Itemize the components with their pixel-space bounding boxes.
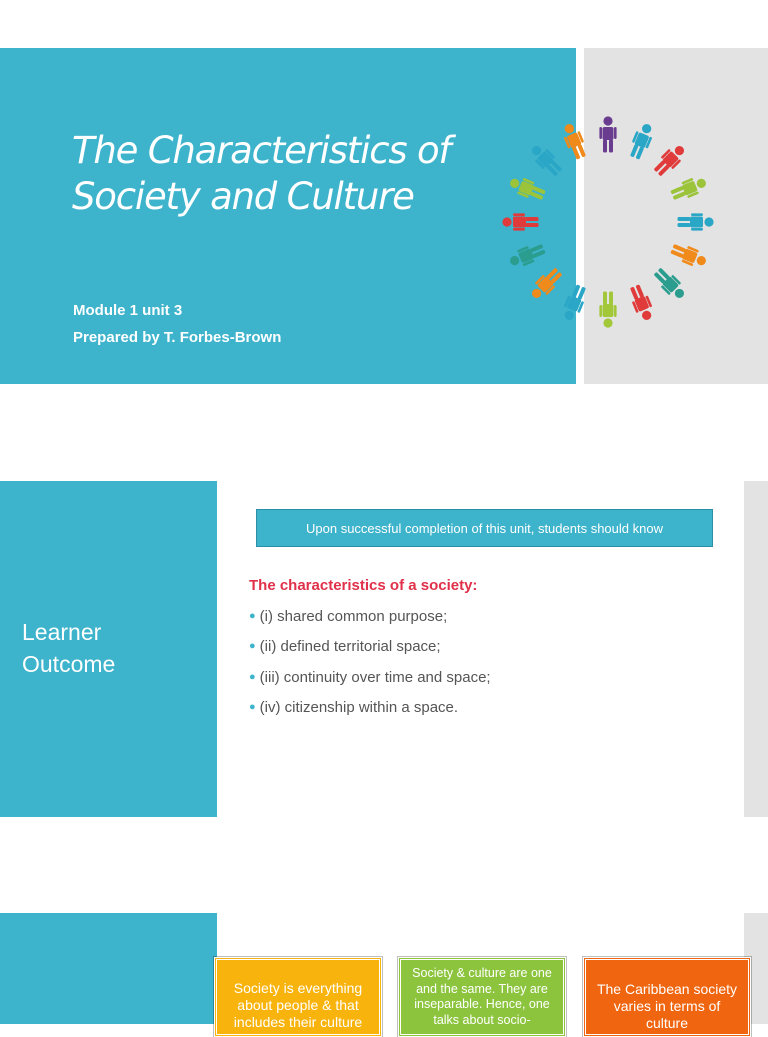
- slide-title-line-2: Society and Culture: [72, 175, 414, 218]
- list-item-text: (i) shared common purpose;: [259, 608, 448, 625]
- person-icon: [507, 241, 547, 271]
- people-circle-icon: [496, 110, 720, 334]
- society-characteristics-heading: The characteristics of a society:: [249, 577, 478, 594]
- list-item-text: (iv) citizenship within a space.: [259, 699, 459, 716]
- bullet-icon: ●: [249, 701, 256, 713]
- bullet-icon: ●: [249, 671, 256, 683]
- module-label: Module 1 unit 3: [73, 302, 183, 319]
- list-item-text: (ii) defined territorial space;: [259, 638, 441, 655]
- caribbean-society-card: The Caribbean society varies in terms of culture: [583, 957, 751, 1037]
- person-icon: [669, 241, 709, 271]
- person-icon: [527, 141, 565, 179]
- person-icon: [599, 116, 616, 152]
- slide-title-line-1: The Characteristics of: [72, 129, 451, 172]
- person-icon: [502, 213, 538, 230]
- learner-outcome-heading: [22, 616, 115, 680]
- person-icon: [678, 213, 714, 230]
- bullet-icon: ●: [249, 610, 256, 622]
- person-icon: [560, 283, 590, 323]
- slide-title: [72, 128, 522, 220]
- person-icon: [527, 265, 565, 303]
- society-culture-panel: [0, 913, 217, 1024]
- heading-line-1: Learner: [22, 619, 102, 645]
- bullet-icon: ●: [249, 640, 256, 652]
- person-icon: [651, 265, 689, 303]
- learner-outcome-side-panel: [744, 481, 768, 817]
- person-icon: [627, 283, 657, 323]
- list-item-text: (iii) continuity over time and space;: [259, 669, 491, 686]
- author-label: Prepared by T. Forbes-Brown: [73, 329, 282, 346]
- society-culture-card: Society & culture are one and the same. They are inseparable. Hence, one talks about socio-: [398, 957, 566, 1037]
- person-icon: [507, 174, 547, 204]
- list-item: [249, 699, 458, 716]
- person-icon: [669, 174, 709, 204]
- list-item: [249, 638, 441, 655]
- person-icon: [599, 292, 616, 328]
- heading-line-2: Outcome: [22, 651, 116, 677]
- society-card: Society is everything about people & that includes their culture: [214, 957, 382, 1037]
- intro-box: Upon successful completion of this unit, students should know: [256, 509, 713, 547]
- list-item: [249, 669, 491, 686]
- list-item: [249, 608, 447, 625]
- person-icon: [560, 121, 590, 161]
- person-icon: [651, 141, 689, 179]
- person-icon: [627, 121, 657, 161]
